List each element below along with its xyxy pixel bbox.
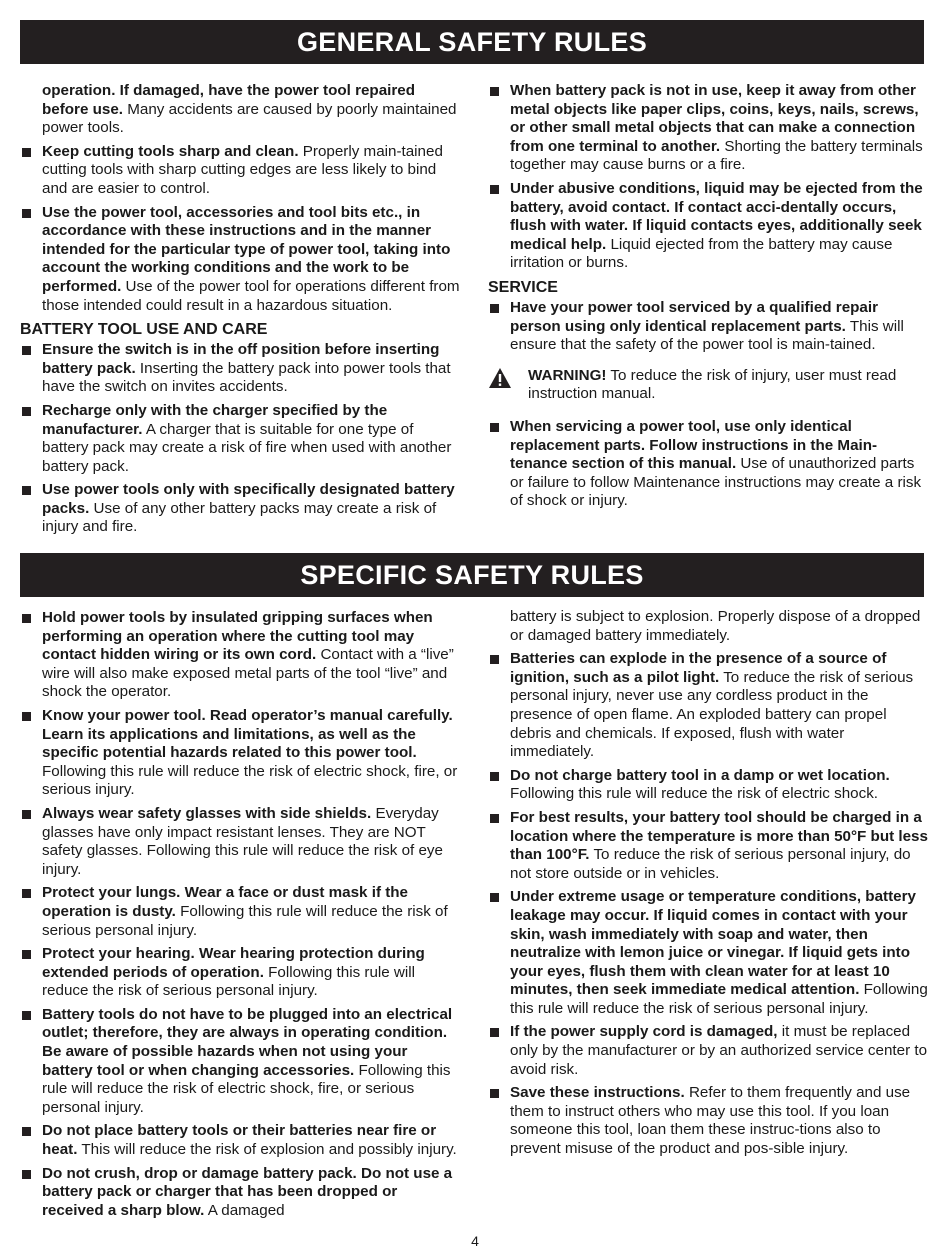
rule-item [20,945,460,1001]
rule-item [488,608,928,645]
square-bullet-icon [490,423,499,432]
square-bullet-icon [22,486,31,495]
rule-item [20,1165,460,1221]
rule-bold-text: Protect your lungs. Wear a face or dust mask if the operation is dusty. [42,884,409,920]
rule-bold-text: Hold power tools by insulated gripping surfaces when performing an operation where the cutting tool may contact hidden wiring or its own cord. [42,609,433,664]
rule-text: Liquid ejected from the battery may cause irritation or burns. [510,235,893,272]
rule-item [20,1006,460,1118]
rule-bold-text: Under abusive conditions, liquid may be ejected from the battery, avoid contact. If contact acci-dentally occurs, flush with water. If liquid contacts eyes, additionally seek medical help. [510,179,923,253]
square-bullet-icon [490,772,499,781]
rule-item [20,884,460,940]
square-bullet-icon [22,1170,31,1179]
rule-item [488,809,928,883]
rule-text: Use of unauthorized parts or failure to follow Maintenance instructions may create a risk of shock or injury. [510,455,922,510]
rule-bold-text: Recharge only with the charger specified by the manufacturer. [42,401,388,438]
square-bullet-icon [22,950,31,959]
rule-text: Everyday glasses have only impact resistant lenses. They are NOT safety glasses. Following this rule will reduce the risk of eye injury. [42,804,443,878]
square-bullet-icon [22,148,31,157]
rule-bold-text: Have your power tool serviced by a qualified repair person using only identical replacement parts. [510,298,878,335]
specific-safety-banner [20,553,924,597]
square-bullet-icon [490,893,499,902]
specific-safety-title: SPECIFIC SAFETY RULES [300,560,644,590]
rule-item [20,204,460,316]
rule-item [488,650,928,762]
rule-text: Properly main-tained cutting tools with sharp cutting edges are less likely to bind and are easier to control. [42,142,443,197]
rule-text: Following this rule will reduce the risk of serious personal injury. [510,981,928,1017]
rule-item [20,481,460,537]
rule-text: This will ensure that the safety of the power tool is main-tained. [510,317,904,354]
rule-bold-text: Use power tools only with specifically designated battery packs. [42,481,455,517]
rule-text: This will reduce the risk of explosion and possibly injury. [77,1141,457,1159]
square-bullet-icon [22,407,31,416]
rule-bold-text: Know your power tool. Read operator’s manual carefully. Learn its applications and limitations, as well as the specific potential hazards related to this power tool. [42,706,453,762]
square-bullet-icon [22,209,31,218]
rule-text: Following this rule will reduce the risk of electric shock, fire, or serious personal injury. [42,1061,451,1116]
square-bullet-icon [22,1011,31,1020]
square-bullet-icon [22,889,31,898]
square-bullet-icon [22,614,31,623]
warning-text: To reduce the risk of injury, user must read instruction manual. [528,366,897,403]
square-bullet-icon [490,304,499,313]
rule-item [20,82,460,138]
specific-right-column [488,608,928,1164]
rule-text: Inserting the battery pack into power tools that have the switch on invites accidents. [42,359,451,396]
rule-text: Refer to them frequently and use them to instruct others who may use this tool. If you loan someone this tool, loan them these instruc-tions also to prevent misuse of the product and pos-sible injury. [510,1084,911,1158]
rule-bold-text: Use the power tool, accessories and tool bits etc., in accordance with these instructions and in the manner intended for the particular type of power tool, taking into account the working conditions and the work to be performed. [42,203,451,295]
rule-bold-text: For best results, your battery tool should be charged in a location where the temperature is more than 50°F but less than 100°F. [510,808,928,864]
rule-item [20,402,460,476]
rule-item [488,1084,928,1158]
rule-item [20,143,460,199]
rule-item [20,707,460,800]
rule-item [488,767,928,804]
rule-item [20,341,460,397]
rule-text: A damaged [204,1201,285,1219]
service-heading: SERVICE [488,278,558,296]
rule-text: Contact with a “live” wire will also make exposed metal parts of the tool “live” and shock the operator. [42,646,454,701]
square-bullet-icon [490,185,499,194]
rule-item [20,805,460,879]
rule-bold-text: If the power supply cord is damaged, [510,1023,778,1041]
square-bullet-icon [22,810,31,819]
rule-text: it must be replaced only by the manufacturer or by an authorized service center to avoid risk. [510,1023,928,1078]
rule-item [488,299,928,355]
rule-text: Shorting the battery terminals together may cause burns or a fire. [510,137,923,174]
rule-bold-text: When servicing a power tool, use only identical replacement parts. Follow instructions in the Main-tenance section of this manual. [510,417,878,473]
warning-label: WARNING! [528,366,607,384]
warning-triangle-icon [488,367,512,389]
rule-text: Use of any other battery packs may create a risk of injury and fire. [42,499,437,536]
rule-item [488,1023,928,1079]
rule-item [488,888,928,1018]
rule-bold-text: Do not place battery tools or their batteries near fire or heat. [42,1122,437,1159]
rule-text: To reduce the risk of serious personal injury, do not store outside or in vehicles. [510,846,911,882]
rule-bold-text: Protect your hearing. Wear hearing protection during extended periods of operation. [42,945,425,981]
rule-text: Following this rule will reduce the risk of electric shock. [510,785,879,803]
rule-item [488,180,928,273]
battery-heading: BATTERY TOOL USE AND CARE [20,321,268,339]
rule-text: Following this rule will reduce the risk of electric shock, fire, or serious injury. [42,762,458,799]
rule-bold-text: operation. If damaged, have the power tool repaired before use. [42,82,416,118]
rule-item [20,1122,460,1159]
general-left-column [20,82,460,542]
rule-text: Following this rule will reduce the risk of serious personal injury. [42,902,448,939]
square-bullet-icon [490,655,499,664]
warning-notice [488,367,928,404]
rule-text: battery is subject to explosion. Properly dispose of a dropped or damaged battery immediately. [510,608,921,644]
rule-bold-text: Batteries can explode in the presence of a source of ignition, such as a pilot light. [510,650,887,686]
rule-text: To reduce the risk of serious personal injury, never use any cordless product in the presence of open flame. An exploded battery can propel debris and chemicals. If exposed, flush with water immediately. [510,668,914,761]
square-bullet-icon [490,87,499,96]
rule-bold-text: Ensure the switch is in the off position before inserting battery pack. [42,341,440,377]
rule-text: A charger that is suitable for one type of battery pack may create a risk of fire when used with another battery pack. [42,420,452,475]
square-bullet-icon [22,346,31,355]
rule-bold-text: Under extreme usage or temperature conditions, battery leakage may occur. If liquid comes in contact with your skin, wash immediately with soap and water, then neutralize with lemon juice or vinegar. If liquid gets into your eyes, flush them with clean water for at least 10 minutes, then seek immediate medical attention. [510,888,916,999]
rule-text: Many accidents are caused by poorly maintained power tools. [42,100,457,137]
rule-text: Following this rule will reduce the risk of serious personal injury. [42,963,416,1000]
rule-bold-text: Battery tools do not have to be plugged into an electrical outlet; therefore, they are always in operating condition. Be aware of possible hazards when not using your battery tool or when changing accessories. [42,1005,453,1079]
general-right-column [488,82,928,516]
page-number: 4 [471,1233,479,1249]
square-bullet-icon [22,712,31,721]
rule-item [20,609,460,702]
general-safety-title: GENERAL SAFETY RULES [296,27,648,57]
general-safety-banner [20,20,924,64]
rule-bold-text: Do not crush, drop or damage battery pack. Do not use a battery pack or charger that has been dropped or received a sharp blow. [42,1164,453,1219]
rule-bold-text: Do not charge battery tool in a damp or wet location. [510,766,890,784]
rule-item [488,418,928,511]
square-bullet-icon [490,1028,499,1037]
specific-left-column [20,609,460,1225]
square-bullet-icon [22,1127,31,1136]
rule-bold-text: Save these instructions. [510,1084,685,1102]
rule-bold-text: Keep cutting tools sharp and clean. [42,142,299,160]
square-bullet-icon [490,814,499,823]
rule-bold-text: When battery pack is not in use, keep it away from other metal objects like paper clips, coins, keys, nails, screws, or other small metal objects that can make a connection from one terminal to another. [510,82,919,155]
square-bullet-icon [490,1089,499,1098]
rule-text: Use of the power tool for operations different from those intended could result in a hazardous situation. [42,277,460,314]
rule-bold-text: Always wear safety glasses with side shields. [42,804,372,822]
rule-item [488,82,928,175]
